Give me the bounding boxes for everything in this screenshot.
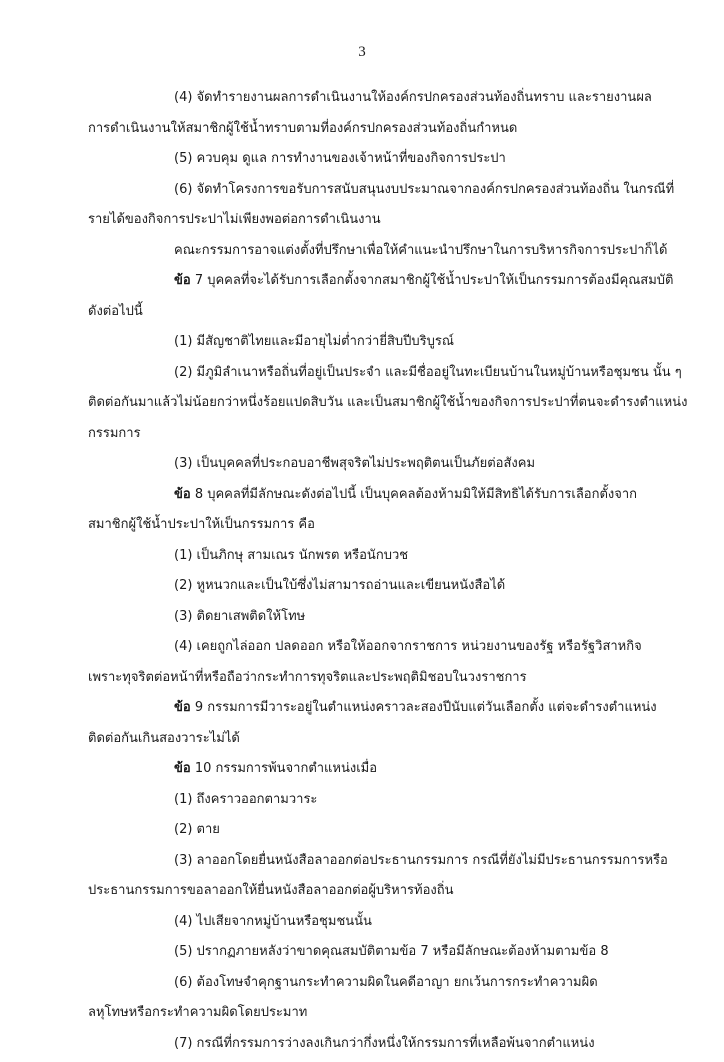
- document-body: [88, 86, 688, 1062]
- clause-label: ข้อ: [174, 761, 191, 776]
- text-line: [88, 971, 672, 995]
- text-line: [88, 330, 672, 354]
- text-line: [88, 391, 688, 415]
- line-text: ดังต่อไปนี้: [88, 303, 143, 319]
- text-line: [88, 788, 672, 812]
- line-text: (3) ติดยาเสพติดให้โทษ: [174, 608, 306, 624]
- line-text: (1) ถึงคราวออกตามวาระ: [174, 791, 318, 807]
- clause-label: ข้อ: [174, 273, 191, 288]
- clause-label: ข้อ: [174, 700, 191, 715]
- line-text: 7 บุคคลที่จะได้รับการเลือกตั้งจากสมาชิกผู้ใช้น้ำประปาให้เป็นกรรมการต้องมีคุณสมบัติ: [190, 273, 674, 288]
- line-text: (5) ปรากฏภายหลังว่าขาดคุณสมบัติตามข้อ 7 หรือมีลักษณะต้องห้ามตามข้อ 8: [174, 944, 609, 959]
- text-line: [88, 269, 672, 293]
- line-text: (1) มีสัญชาติไทยและมีอายุไม่ต่ำกว่ายี่สิบปีบริบูรณ์: [174, 334, 454, 349]
- text-line: [88, 757, 672, 781]
- text-line: [88, 635, 672, 659]
- line-text: (4) เคยถูกไล่ออก ปลดออก หรือให้ออกจากราชการ หน่วยงานของรัฐ หรือรัฐวิสาหกิจ: [174, 639, 642, 654]
- line-text: เพราะทุจริตต่อหน้าที่หรือถือว่ากระทำการทุจริตและประพฤติมิชอบในวงราชการ: [88, 669, 527, 685]
- line-text: 10 กรรมการพ้นจากตำแหน่งเมื่อ: [190, 761, 378, 776]
- text-line: [88, 879, 672, 903]
- text-line: [88, 452, 672, 476]
- line-text: การดำเนินงานให้สมาชิกผู้ใช้น้ำทราบตามที่องค์กรปกครองส่วนท้องถิ่นกำหนด: [88, 120, 518, 136]
- line-text: (2) มีภูมิลำเนาหรือถิ่นที่อยู่เป็นประจำ และมีชื่ออยู่ในทะเบียนบ้านในหมู่บ้านหรือชุมชน นั้น ๆ: [174, 364, 682, 380]
- text-line: [88, 513, 672, 537]
- text-line: [88, 818, 672, 842]
- text-line: [88, 849, 672, 873]
- clause-label: ข้อ: [174, 486, 191, 502]
- text-line: [88, 910, 672, 934]
- text-line: [88, 696, 672, 720]
- line-text: (4) จัดทำรายงานผลการดำเนินงานให้องค์กรปกครองส่วนท้องถิ่นทราบ และรายงานผล: [174, 90, 652, 105]
- text-line: [88, 574, 672, 598]
- text-line: [88, 361, 682, 385]
- text-line: [88, 147, 672, 171]
- line-text: กรรมการ: [88, 425, 141, 441]
- line-text: (2) ตาย: [174, 822, 220, 837]
- line-text: สมาชิกผู้ใช้น้ำประปาให้เป็นกรรมการ คือ: [88, 517, 315, 532]
- line-text: ติดต่อกันเกินสองวาระไม่ได้: [88, 730, 240, 746]
- line-text: (3) เป็นบุคคลที่ประกอบอาชีพสุจริตไม่ประพฤติตนเป็นภัยต่อสังคม: [174, 456, 536, 471]
- text-line: [88, 422, 672, 446]
- line-text: (3) ลาออกโดยยื่นหนังสือลาออกต่อประธานกรรมการ กรณีที่ยังไม่มีประธานกรรมการหรือ: [174, 852, 668, 868]
- text-line: [88, 727, 672, 751]
- text-line: [88, 1032, 672, 1056]
- line-text: 9 กรรมการมีวาระอยู่ในตำแหน่งคราวละสองปีนับแต่วันเลือกตั้ง แต่จะดำรงตำแหน่ง: [190, 700, 657, 715]
- line-text: (7) กรณีที่กรรมการว่างลงเกินกว่ากึ่งหนึ่งให้กรรมการที่เหลือพ้นจากตำแหน่ง: [174, 1035, 595, 1051]
- line-text: คณะกรรมการอาจแต่งตั้งที่ปรึกษาเพื่อให้คำแนะนำปรึกษาในการบริหารกิจการประปาก็ได้: [174, 242, 668, 258]
- line-text: รายได้ของกิจการประปาไม่เพียงพอต่อการดำเนินงาน: [88, 212, 381, 227]
- text-line: [88, 178, 675, 202]
- line-text: (5) ควบคุม ดูแล การทำงานของเจ้าหน้าที่ของกิจการประปา: [174, 151, 506, 166]
- text-line: [88, 1001, 672, 1025]
- page-number: 3: [358, 44, 366, 60]
- text-line: [88, 940, 672, 964]
- line-text: (4) ไปเสียจากหมู่บ้านหรือชุมชนนั้น: [174, 913, 372, 929]
- text-line: [88, 86, 672, 110]
- text-line: [88, 544, 672, 568]
- text-line: [88, 300, 672, 324]
- line-text: (2) หูหนวกและเป็นใบ้ซึ่งไม่สามารถอ่านและเขียนหนังสือได้: [174, 578, 506, 593]
- text-line: [88, 117, 672, 141]
- line-text: ติดต่อกันมาแล้วไม่น้อยกว่าหนึ่งร้อยแปดสิบวัน และเป็นสมาชิกผู้ใช้น้ำของกิจการประปาที่ตนจะดำรงตำแหน่ง: [88, 395, 688, 410]
- text-line: [88, 208, 672, 232]
- text-line: [88, 483, 672, 507]
- line-text: (1) เป็นภิกษุ สามเณร นักพรต หรือนักบวช: [174, 547, 409, 563]
- text-line: [88, 605, 672, 629]
- line-text: ลหุโทษหรือกระทำความผิดโดยประมาท: [88, 1005, 308, 1020]
- line-text: (6) จัดทำโครงการขอรับการสนับสนุนงบประมาณจากองค์กรปกครองส่วนท้องถิ่น ในกรณีที่: [174, 181, 675, 197]
- line-text: 8 บุคคลที่มีลักษณะดังต่อไปนี้ เป็นบุคคลต้องห้ามมิให้มีสิทธิได้รับการเลือกตั้งจาก: [190, 486, 638, 502]
- text-line: [88, 666, 672, 690]
- line-text: (6) ต้องโทษจำคุกฐานกระทำความผิดในคดีอาญา ยกเว้นการกระทำความผิด: [174, 974, 598, 990]
- text-line: [88, 239, 672, 263]
- line-text: ประธานกรรมการขอลาออกให้ยื่นหนังสือลาออกต่อผู้บริหารท้องถิ่น: [88, 883, 454, 898]
